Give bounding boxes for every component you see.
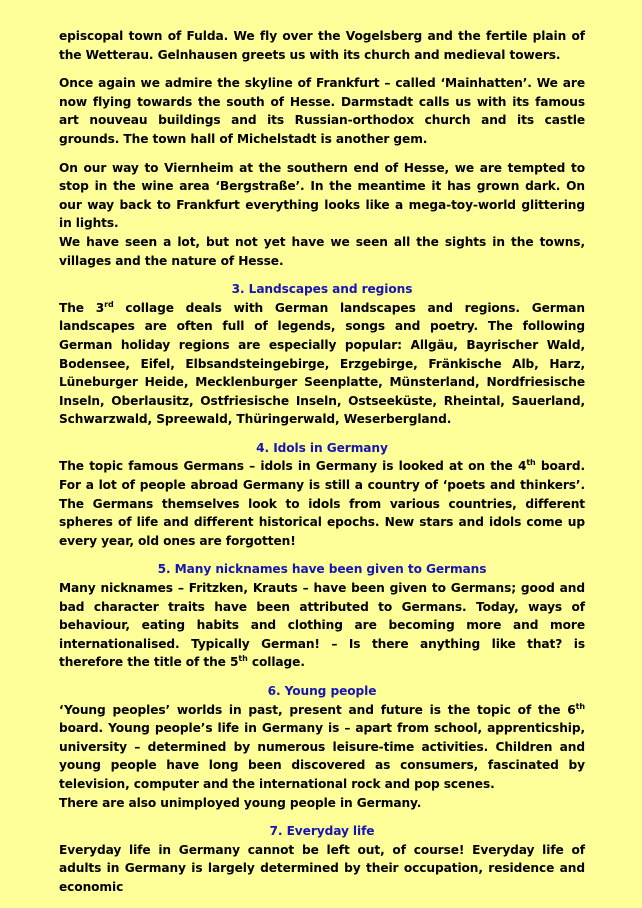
superscript: th <box>238 654 248 664</box>
paragraph-idols <box>59 457 585 550</box>
text-segment: board. Young people’s life in Germany is – apart from school, apprenticship, university – determined by numerous leisure-time activities. Children and young people have long been discovered as consumers, fascinated by television, computer and the international rock and pop scenes. <box>59 721 585 791</box>
text-segment: The 3 <box>59 300 105 315</box>
paragraph-young-people <box>59 701 585 794</box>
heading-idols: 4. Idols in Germany <box>256 440 388 455</box>
heading-everyday-life: 7. Everyday life <box>269 824 375 839</box>
heading-nicknames: 5. Many nicknames have been given to Germans <box>157 562 487 577</box>
paragraph-sights: We have seen a lot, but not yet have we seen all the sights in the towns, villages and the nature of Hesse. <box>59 234 585 268</box>
paragraph-unemployed: There are also unimployed young people in Germany. <box>59 795 422 810</box>
paragraph-viernheim: On our way to Viernheim at the southern end of Hesse, we are tempted to stop in the wine area ‘Bergstraße’. In the meantime it has grown dark. On our way back to Frankfurt everything looks like a mega-toy-world glittering in lights. <box>59 160 585 231</box>
paragraph-everyday-life: Everyday life in Germany cannot be left out, of course! Everyday life of adults in Germany is largely determined by their occupation, residence and economic <box>59 842 585 894</box>
text-segment: collage. <box>247 655 305 670</box>
text-segment: The topic famous Germans – idols in Germany is looked at on the 4 <box>59 459 527 474</box>
heading-young-people: 6. Young people <box>267 684 377 698</box>
paragraph-nicknames <box>59 579 585 672</box>
superscript: th <box>526 458 536 468</box>
text-segment: board. For a lot of people abroad Germany is still a country of ‘poets and thinkers’. The Germans themselves look to idols from various countries, different spheres of life and different historical epochs. New stars and idols come up every year, old ones are forgotten! <box>59 459 585 548</box>
paragraph-frankfurt: Once again we admire the skyline of Frankfurt – called ‘Mainhatten’. We are now flying towards the south of Hesse. Darmstadt calls us with its famous art nouveau buildings and its Russian-orthodox church and its castle grounds. The town hall of Michelstadt is another gem. <box>59 76 585 146</box>
superscript: rd <box>104 299 114 309</box>
paragraph-landscapes <box>59 299 585 429</box>
heading-landscapes: 3. Landscapes and regions <box>231 282 413 297</box>
superscript: th <box>575 701 585 711</box>
text-segment: Many nicknames – Fritzken, Krauts – have been given to Germans; good and bad character traits have been attributed to Germans. Today, ways of behaviour, eating habits and clothing are becoming more and more internationalised. Typically German! – Is there anything like that? is therefore the title of the 5 <box>59 581 585 670</box>
text-segment: collage deals with German landscapes and regions. German landscapes are often full of legends, songs and poetry. The following German holiday regions are especially popular: Allgäu, Bayrischer Wald, Bodensee, Eifel, Elbsandsteingebirge, Erzgebirge, Fränkische Alb, Harz, Lüneburger Heide, Mecklenburger Seenplatte, Münsterland, Nordfriesische Inseln, Oberlausitz, Ostfriesische Inseln, Ostseeküste, Rheintal, Sauerland, Schwarzwald, Spreewald, Thüringerwald, Weserbergland. <box>59 300 585 427</box>
paragraph-fulda: episcopal town of Fulda. We fly over the Vogelsberg and the fertile plain of the Wetterau. Gelnhausen greets us with its church and medieval towers. <box>59 29 585 62</box>
text-segment: ‘Young peoples’ worlds in past, present and future is the topic of the 6 <box>59 702 576 717</box>
